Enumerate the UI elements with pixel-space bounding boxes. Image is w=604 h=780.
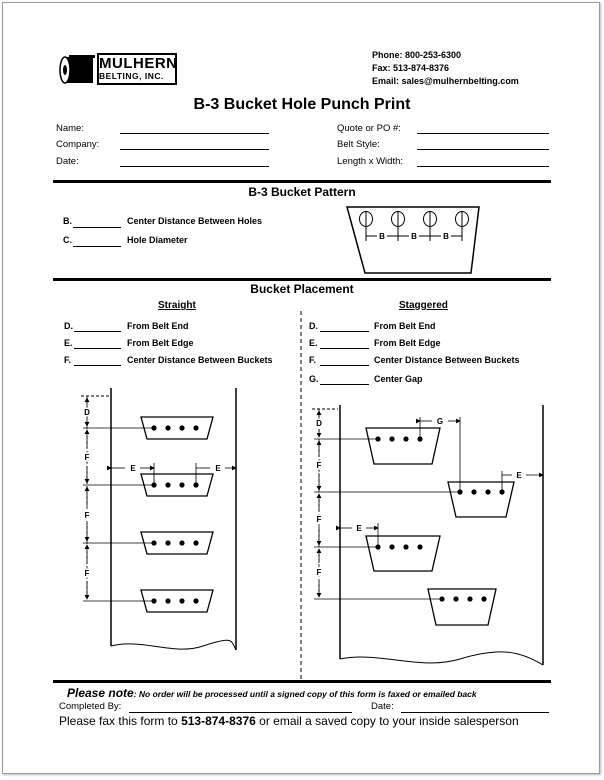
stag-dim-g: G bbox=[436, 417, 444, 426]
belt-roll-icon bbox=[59, 53, 97, 85]
straight-f-field[interactable] bbox=[74, 365, 121, 366]
stag-dim-e-right: E bbox=[516, 471, 522, 480]
stag-dim-f-1: F bbox=[316, 461, 322, 470]
footer-note bbox=[67, 686, 477, 700]
placement-heading: Bucket Placement bbox=[250, 282, 354, 296]
contact-phone: Phone: 800-253-6300 bbox=[372, 50, 462, 60]
straight-d-letter: D. bbox=[64, 321, 73, 331]
pattern-c-field[interactable] bbox=[73, 246, 121, 247]
pattern-b-label: Center Distance Between Holes bbox=[127, 216, 263, 226]
bucket-pattern-diagram bbox=[343, 203, 483, 278]
page-title: B-3 Bucket Hole Punch Print bbox=[193, 96, 411, 113]
belt-style-label: Belt Style: bbox=[337, 139, 380, 150]
staggered-heading: Staggered bbox=[399, 300, 448, 311]
straight-f-letter: F. bbox=[64, 355, 72, 365]
company-field[interactable] bbox=[120, 149, 269, 150]
pattern-heading: B-3 Bucket Pattern bbox=[248, 185, 356, 199]
logo-sub: BELTING, INC. bbox=[99, 71, 164, 81]
staggered-d-field[interactable] bbox=[320, 331, 369, 332]
length-width-label: Length x Width: bbox=[337, 156, 404, 167]
logo-name: MULHERN bbox=[99, 55, 178, 72]
straight-e-label: From Belt Edge bbox=[127, 338, 194, 348]
staggered-e-field[interactable] bbox=[320, 348, 369, 349]
company-label: Company: bbox=[56, 139, 100, 150]
stag-dim-e-left: E bbox=[356, 524, 362, 533]
date-field[interactable] bbox=[120, 166, 269, 167]
dim-e-right: E bbox=[215, 464, 221, 473]
fax-instructions bbox=[59, 714, 519, 728]
fax-text: Please fax this form to bbox=[59, 714, 178, 728]
footer-date-field[interactable] bbox=[401, 712, 549, 713]
stag-dim-f-3: F bbox=[316, 568, 322, 577]
quote-label: Quote or PO #: bbox=[337, 123, 401, 134]
dim-f-3: F bbox=[84, 569, 90, 578]
staggered-g-field[interactable] bbox=[320, 384, 369, 385]
pattern-c-letter: C. bbox=[63, 235, 72, 245]
straight-heading: Straight bbox=[158, 300, 196, 311]
logo-frame bbox=[97, 53, 177, 85]
stag-dim-d: D bbox=[316, 419, 322, 428]
name-field[interactable] bbox=[120, 133, 269, 134]
staggered-f-label: Center Distance Between Buckets bbox=[374, 355, 520, 365]
staggered-d-letter: D. bbox=[309, 321, 318, 331]
staggered-e-label: From Belt Edge bbox=[374, 338, 441, 348]
dim-b-1: B bbox=[379, 232, 385, 241]
note-title: Please note bbox=[67, 686, 134, 700]
dim-b-3: B bbox=[443, 232, 449, 241]
dim-f-2: F bbox=[84, 511, 90, 520]
form-sheet bbox=[2, 2, 600, 774]
straight-e-field[interactable] bbox=[74, 348, 121, 349]
straight-e-letter: E. bbox=[64, 338, 73, 348]
fax-number: 513-874-8376 bbox=[181, 714, 256, 728]
dim-b-2: B bbox=[411, 232, 417, 241]
name-label: Name: bbox=[56, 123, 84, 134]
staggered-e-letter: E. bbox=[309, 338, 318, 348]
quote-field[interactable] bbox=[417, 133, 549, 134]
staggered-g-letter: G. bbox=[309, 374, 319, 384]
straight-placement-diagram bbox=[73, 388, 273, 668]
date-label: Date: bbox=[56, 156, 79, 167]
contact-fax: Fax: 513-874-8376 bbox=[372, 63, 450, 73]
dim-f-1: F bbox=[84, 453, 90, 462]
stag-dim-f-2: F bbox=[316, 515, 322, 524]
staggered-f-field[interactable] bbox=[320, 365, 369, 366]
pattern-b-field[interactable] bbox=[73, 227, 121, 228]
straight-f-label: Center Distance Between Buckets bbox=[127, 355, 273, 365]
contact-email: Email: sales@mulhernbelting.com bbox=[372, 76, 519, 86]
length-width-field[interactable] bbox=[417, 166, 549, 167]
staggered-placement-diagram bbox=[310, 401, 550, 673]
belt-style-field[interactable] bbox=[417, 149, 549, 150]
footer-divider bbox=[53, 680, 551, 683]
staggered-d-label: From Belt End bbox=[374, 321, 436, 331]
dim-e-left: E bbox=[130, 464, 136, 473]
staggered-f-letter: F. bbox=[309, 355, 317, 365]
staggered-g-label: Center Gap bbox=[374, 374, 423, 384]
straight-d-label: From Belt End bbox=[127, 321, 189, 331]
section-divider bbox=[53, 278, 551, 281]
company-logo bbox=[59, 53, 177, 85]
completed-by-field[interactable] bbox=[129, 712, 352, 713]
straight-d-field[interactable] bbox=[74, 331, 121, 332]
pattern-c-label: Hole Diameter bbox=[127, 235, 188, 245]
section-divider bbox=[53, 180, 551, 183]
note-text: : No order will be processed until a signed copy of this form is faxed or emailed back bbox=[133, 689, 477, 699]
footer-date-label: Date: bbox=[371, 701, 394, 712]
completed-by-label: Completed By: bbox=[59, 701, 122, 712]
dim-d: D bbox=[84, 408, 90, 417]
column-divider bbox=[299, 311, 303, 681]
pattern-b-letter: B. bbox=[63, 216, 72, 226]
email-text: or email a saved copy to your inside salesperson bbox=[259, 714, 519, 728]
